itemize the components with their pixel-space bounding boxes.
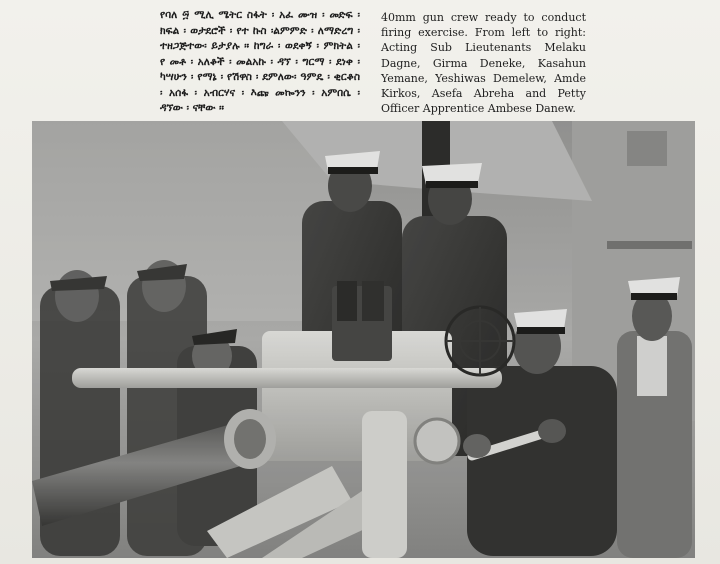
caption-amharic: የባለ ፵ ሚሊ ሜትር ስፋት ፡ አፈ ሙዝ ፡ መድፍ ፡ ክፍል ፡ ወታደሮች ፡ የተ ኩስ ፡ልምምድ ፡ ለማድረግ ፡ ተዘጋጅተው፡ ይታያሉ ። ከግራ ፡ ወደቀኝ ፡ ምክትል ፡ የ መቶ ፡ አለቆች ፡ መልአኩ ፡ ዳኘ ፡ ግርማ ፡ ደነቀ ፡ ካሣሁን ፡ የማኔ ፡ የሽዋስ ፡ ደምለው፡ ዓምዴ ፡ ቂርቆስ ፡ አሰፋ ፡ አብርሃና ፡ እጩ መኰንን ፡ አምበሴ ፡ ዳኘው ፡ ናቸው ። (160, 9, 360, 114)
caption-english: 40mm gun crew ready to conduct firing exercise. From left to right: Acting Sub Lieutenants Melaku Dagne, Girma Deneke, Kasahun Yemane, Yeshiwas Demelew, Amde Kirkos, Asefa Abreha and Petty Officer Apprentice Ambese Danew. (381, 11, 586, 116)
gun-crew-photo (32, 121, 695, 558)
photo-illustration (32, 121, 695, 558)
